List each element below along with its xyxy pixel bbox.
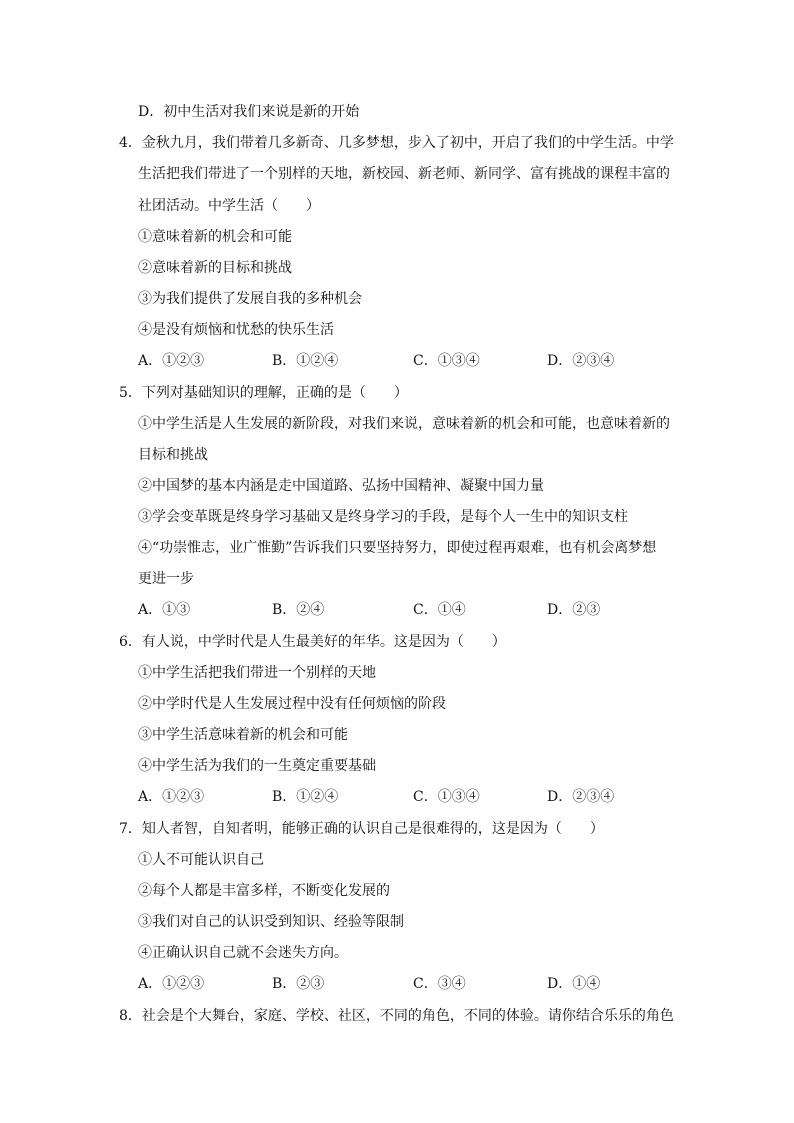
q7-stem: 7．知人者智，自知者明，能够正确的认识自己是很难得的，这是因为（ ） bbox=[119, 821, 604, 837]
q5-option-a: A．①③ bbox=[138, 602, 191, 618]
q6-item-4: ④中学生活为我们的一生奠定重要基础 bbox=[138, 758, 376, 774]
q7-item-4: ④正确认识自己就不会迷失方向。 bbox=[138, 945, 348, 961]
q3-option-d: D．初中生活对我们来说是新的开始 bbox=[138, 104, 360, 120]
q4-item-4: ④是没有烦恼和忧愁的快乐生活 bbox=[138, 322, 334, 338]
q7-option-a: A．①②③ bbox=[138, 976, 205, 992]
q4-stem-line2: 生活把我们带进了一个别样的天地，新校园、新老师、新同学、富有挑战的课程丰富的 bbox=[138, 166, 670, 182]
q4-option-a: A．①②③ bbox=[138, 353, 205, 369]
q5-option-c: C．①④ bbox=[413, 602, 466, 618]
q6-option-d: D．②③④ bbox=[547, 789, 615, 805]
q4-option-d: D．②③④ bbox=[547, 353, 615, 369]
q5-item-4-line1: ④“功崇惟志，业广惟勤”告诉我们只要坚持努力，即使过程再艰难，也有机会离梦想 bbox=[138, 540, 657, 556]
q8-stem-line1: 8．社会是个大舞台，家庭、学校、社区，不同的角色，不同的体验。请你结合乐乐的角色 bbox=[119, 1008, 674, 1024]
q5-item-1-line2: 目标和挑战 bbox=[138, 447, 208, 463]
q7-item-1: ①人不可能认识自己 bbox=[138, 852, 264, 868]
q6-option-c: C．①③④ bbox=[413, 789, 480, 805]
q5-option-b: B．②④ bbox=[272, 602, 325, 618]
q4-stem-line3: 社团活动。中学生活（ ） bbox=[138, 198, 320, 214]
q6-item-3: ③中学生活意味着新的机会和可能 bbox=[138, 727, 348, 743]
q5-item-3: ③学会变革既是终身学习基础又是终身学习的手段，是每个人一生中的知识支柱 bbox=[138, 509, 628, 525]
q5-item-4-line2: 更进一步 bbox=[138, 571, 194, 587]
q7-item-3: ③我们对自己的认识受到知识、经验等限制 bbox=[138, 914, 404, 930]
q4-item-3: ③为我们提供了发展自我的多种机会 bbox=[138, 291, 362, 307]
q5-item-2: ②中国梦的基本内涵是走中国道路、弘扬中国精神、凝聚中国力量 bbox=[138, 478, 544, 494]
q4-option-c: C．①③④ bbox=[413, 353, 480, 369]
q4-stem-line1: 4．金秋九月，我们带着几多新奇、几多梦想，步入了初中，开启了我们的中学生活。中学 bbox=[119, 135, 674, 151]
q7-option-d: D．①④ bbox=[547, 976, 601, 992]
q6-item-1: ①中学生活把我们带进一个别样的天地 bbox=[138, 665, 376, 681]
q7-option-c: C．③④ bbox=[413, 976, 466, 992]
q4-item-2: ②意味着新的目标和挑战 bbox=[138, 260, 292, 276]
q6-option-b: B．①②④ bbox=[272, 789, 339, 805]
q7-option-b: B．②③ bbox=[272, 976, 325, 992]
q6-item-2: ②中学时代是人生发展过程中没有任何烦恼的阶段 bbox=[138, 696, 446, 712]
q6-stem: 6．有人说，中学时代是人生最美好的年华。这是因为（ ） bbox=[119, 634, 506, 650]
q5-option-d: D．②③ bbox=[547, 602, 601, 618]
q5-item-1-line1: ①中学生活是人生发展的新阶段，对我们来说，意味着新的机会和可能，也意味着新的 bbox=[138, 416, 670, 432]
q6-option-a: A．①②③ bbox=[138, 789, 205, 805]
q4-option-b: B．①②④ bbox=[272, 353, 339, 369]
q7-item-2: ②每个人都是丰富多样，不断变化发展的 bbox=[138, 883, 390, 899]
q4-item-1: ①意味着新的机会和可能 bbox=[138, 229, 292, 245]
q5-stem: 5．下列对基础知识的理解，正确的是（ ） bbox=[119, 385, 408, 401]
